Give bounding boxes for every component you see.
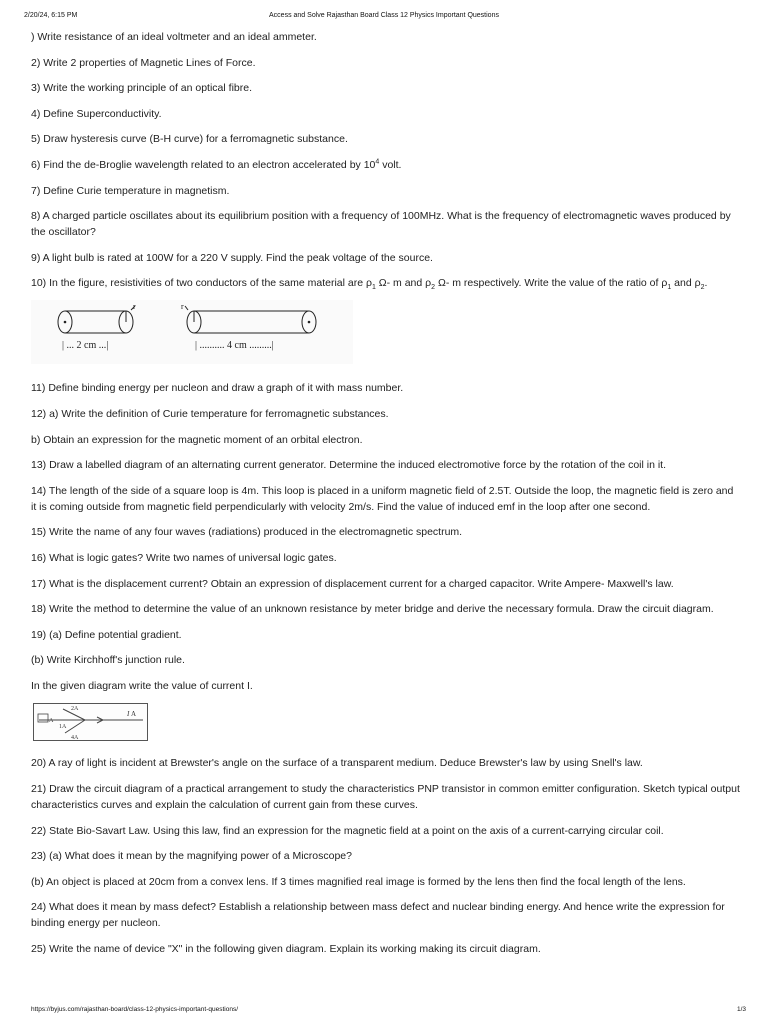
label-2a: 2A: [71, 706, 79, 713]
print-page-title: Access and Solve Rajasthan Board Class 12 Physics Important Questions: [269, 12, 499, 19]
print-datetime: 2/20/24, 6:15 PM: [24, 12, 78, 19]
question-20: 20) A ray of light is incident at Brewster's angle on the surface of a transparent medium. Deduce Brewster's law by using Snell's law.: [31, 757, 643, 770]
page-number: 1/3: [736, 1006, 746, 1013]
label-a: A: [49, 718, 54, 725]
source-url-link[interactable]: https://byjus.com/rajasthan-board/class-12-physics-important-questions/: [31, 1006, 239, 1013]
question-8: 8) A charged particle oscillates about its equilibrium position with a frequency of 100MHz. What is the frequency of electromagnetic waves produced by the oscillator?: [31, 210, 731, 239]
question-25: 25) Write the name of device "X" in the following given diagram. Explain its working making its circuit diagram.: [31, 943, 541, 956]
question-12a: 12) a) Write the definition of Curie temperature for ferromagnetic substances.: [31, 407, 389, 420]
question-15: 15) Write the name of any four waves (radiations) produced in the electromagnetic spectrum.: [31, 526, 463, 539]
question-6: 6) Find the de-Broglie wavelength related to an electron accelerated by $10^4$ volt.: [31, 158, 402, 171]
label-4a: 4A: [71, 735, 79, 742]
conductors-diagram: [31, 300, 353, 364]
question-4: 4) Define Superconductivity.: [31, 107, 162, 120]
question-3: 3) Write the working principle of an optical fibre.: [31, 82, 252, 95]
length-label-2cm: | ... 2 cm ...|: [62, 340, 109, 352]
question-22: 22) State Bio-Savart Law. Using this law, find an expression for the magnetic field at a point on the axis of a current-carrying circular coil.: [31, 824, 664, 837]
conductor-2: [185, 306, 316, 333]
question-2: 2) Write 2 properties of Magnetic Lines of Force.: [31, 56, 256, 69]
question-12b: b) Obtain an expression for the magnetic moment of an orbital electron.: [31, 433, 363, 446]
conductor-1-center-dot: [64, 321, 67, 324]
junction-figure: [33, 703, 148, 741]
print-header: [0, 0, 768, 26]
junction-diagram: [33, 703, 148, 741]
conductor-1: [58, 306, 135, 333]
question-24: 24) What does it mean by mass defect? Establish a relationship between mass defect and nuclear binding energy. And hence write the expression for binding energy per nucleon.: [31, 901, 725, 930]
conductors-figure: [31, 300, 353, 364]
question-1: ) Write resistance of an ideal voltmeter and an ideal ammeter.: [31, 31, 317, 43]
question-5: 5) Draw hysteresis curve (B-H curve) for a ferromagnetic substance.: [31, 133, 348, 146]
question-17: 17) What is the displacement current? Obtain an expression of displacement current for a charged capacitor. Write Ampere- Maxwell's law.: [31, 577, 674, 590]
question-14: 14) The length of the side of a square loop is 4m. This loop is placed in a uniform magnetic field of 2.5T. Outside the loop, the magnetic field is zero and it is coming outside from magnetic field perpendicularly with velocity 2m/s. Find the value of induced emf in the loop after one second.: [31, 484, 734, 513]
question-19c: In the given diagram write the value of current I.: [31, 679, 253, 692]
question-18: 18) Write the method to determine the value of an unknown resistance by meter bridge and derive the necessary formula. Draw the circuit diagram.: [31, 603, 714, 616]
question-23b: (b) An object is placed at 20cm from a convex lens. If 3 times magnified real image is formed by the lens then find the focal length of the lens.: [31, 875, 686, 888]
conductor-2-center-dot: [308, 321, 311, 324]
question-11: 11) Define binding energy per nucleon and draw a graph of it with mass number.: [31, 382, 404, 395]
question-10: 10) In the figure, resistivities of two conductors of the same material are $\rho_1$ Ω- m and $\rho_2$ Ω- m respectively. Write the value of the ratio of $\rho_1$ and $\rho_2$.: [31, 277, 708, 292]
questions-list: [31, 29, 741, 967]
question-23a: 23) (a) What does it mean by the magnifying power of a Microscope?: [31, 850, 352, 863]
question-16: 16) What is logic gates? Write two names of universal logic gates.: [31, 551, 337, 564]
question-19a: 19) (a) Define potential gradient.: [31, 628, 182, 641]
radius-label-2: r: [181, 302, 184, 312]
label-i-unit: A: [131, 710, 137, 719]
question-7: 7) Define Curie temperature in magnetism.: [31, 184, 230, 197]
label-i: I: [127, 710, 130, 719]
radius-label-1: r: [133, 302, 136, 312]
question-21: 21) Draw the circuit diagram of a practical arrangement to study the characteristics PNP transistor in common emitter configuration. Sketch typical output characteristics curves and explain the calculation of current gain from these curves.: [31, 783, 740, 812]
length-label-4cm: | .......... 4 cm .........|: [195, 340, 274, 352]
question-19b: (b) Write Kirchhoff's junction rule.: [31, 654, 185, 667]
question-13: 13) Draw a labelled diagram of an alternating current generator. Determine the induced electromotive force by the rotation of the coil in it.: [31, 459, 667, 472]
print-footer: [0, 1003, 768, 1017]
label-1a: 1A: [59, 724, 67, 731]
question-9: 9) A light bulb is rated at 100W for a 220 V supply. Find the peak voltage of the source.: [31, 251, 433, 264]
